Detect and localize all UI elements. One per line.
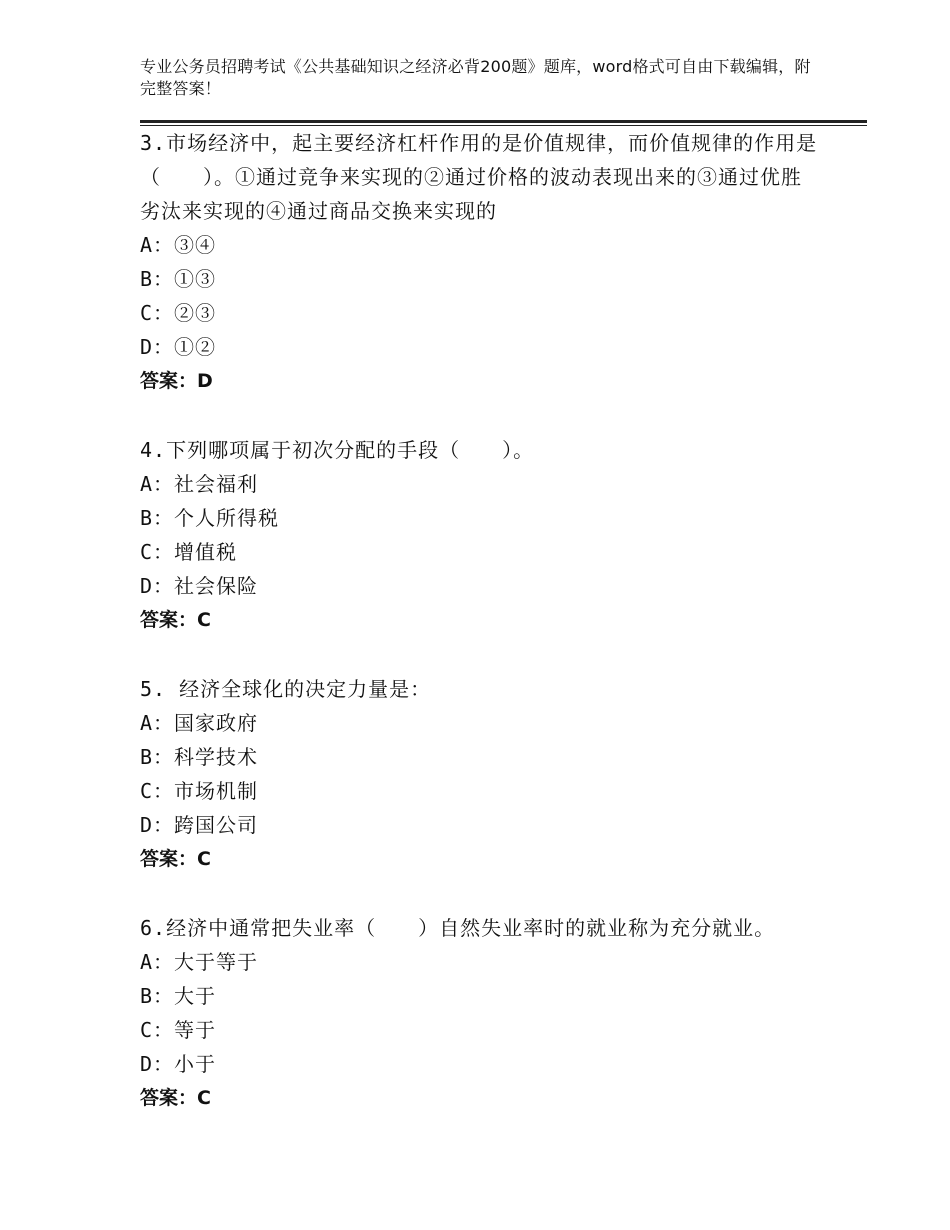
answer: 答案：C — [140, 848, 211, 870]
option-b: B：科学技术 — [140, 745, 259, 769]
option-c: C：②③ — [140, 301, 217, 325]
answer: 答案：D — [140, 370, 213, 392]
question-5 — [140, 672, 820, 876]
question-stem: 4.下列哪项属于初次分配的手段（ ）。 — [140, 438, 535, 462]
option-a: A：③④ — [140, 233, 217, 257]
question-stem: 3.市场经济中，起主要经济杠杆作用的是价值规律，而价值规律的作用是（ ）。①通过竞争来实现的②通过价格的波动表现出来的③通过优胜劣汰来实现的④通过商品交换来实现的 — [140, 131, 818, 223]
question-3 — [140, 126, 820, 398]
question-stem: 5. 经济全球化的决定力量是： — [140, 677, 432, 701]
option-b: B：①③ — [140, 267, 217, 291]
answer: 答案：C — [140, 609, 211, 631]
document-header: 专业公务员招聘考试《公共基础知识之经济必背200题》题库，word格式可自由下载编辑，附完整答案！ — [140, 57, 811, 98]
answer: 答案：C — [140, 1087, 211, 1109]
question-6 — [140, 911, 820, 1115]
option-a: A：国家政府 — [140, 711, 259, 735]
option-d: D：小于 — [140, 1052, 217, 1076]
option-d: D：社会保险 — [140, 574, 259, 598]
option-d: D：①② — [140, 335, 217, 359]
option-b: B：个人所得税 — [140, 506, 280, 530]
option-b: B：大于 — [140, 984, 217, 1008]
option-c: C：增值税 — [140, 540, 238, 564]
option-a: A：社会福利 — [140, 472, 259, 496]
option-d: D：跨国公司 — [140, 813, 259, 837]
option-c: C：市场机制 — [140, 779, 259, 803]
option-c: C：等于 — [140, 1018, 217, 1042]
question-4 — [140, 433, 820, 637]
header-rule-thick — [140, 120, 867, 123]
option-a: A：大于等于 — [140, 950, 259, 974]
question-stem: 6.经济中通常把失业率（ ）自然失业率时的就业称为充分就业。 — [140, 916, 776, 940]
